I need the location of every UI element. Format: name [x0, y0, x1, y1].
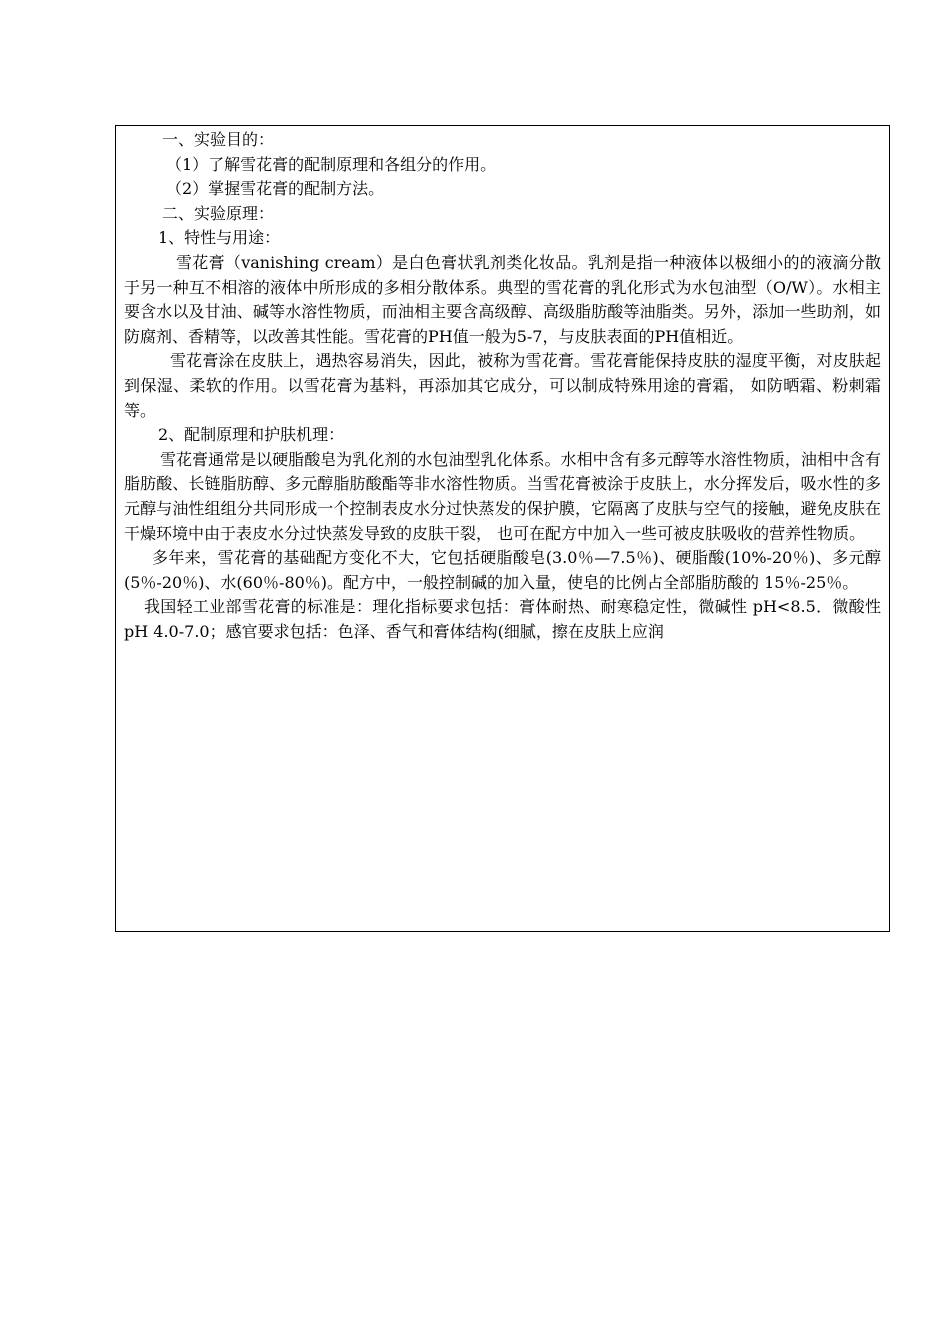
paragraph-formula: 多年来，雪花膏的基础配方变化不大，它包括硬脂酸皂(3.0％—7.5％)、硬脂酸(10%-20％)、多元醇(5％-20％)、水(60％-80％)。配方中，一般控制碱的加入量，使皂的比例占全部脂肪酸的 15％-25％。: [124, 548, 881, 592]
heading-purpose: 一、实验目的：: [162, 130, 275, 149]
paragraph-mechanism: 雪花膏通常是以硬脂酸皂为乳化剂的水包油型乳化体系。水相中含有多元醇等水溶性物质，油相中含有脂肪酸、长链脂肪醇、多元醇脂肪酸酯等非水溶性物质。当雪花膏被涂于皮肤上，水分挥发后，吸水性的多元醇与油性组组分共同形成一个控制表皮水分过快蒸发的保护膜，它隔离了皮肤与空气的接触，避免皮肤在干燥环境中由于表皮水分过快蒸发导致的皮肤干裂， 也可在配方中加入一些可被皮肤吸收的营养性物质。: [124, 449, 881, 543]
purpose-item-2: （2）掌握雪花膏的配制方法。: [166, 179, 385, 199]
purpose-item-1: （1）了解雪花膏的配制原理和各组分的作用。: [166, 154, 497, 174]
sub-heading-mechanism: 2、配制原理和护肤机理：: [158, 425, 345, 445]
paragraph-standard: 我国轻工业部雪花膏的标准是：理化指标要求包括：膏体耐热、耐寒稳定性，微碱性 pH<8.5．微酸性 pH 4.0-7.0；感官要求包括：色泽、香气和膏体结构(细腻，擦在皮肤上应润: [124, 597, 881, 641]
sub-heading-properties: 1、特性与用途：: [158, 228, 281, 248]
paragraph-properties: 雪花膏（vanishing cream）是白色膏状乳剂类化妆品。乳剂是指一种液体以极细小的的液滴分散于另一种互不相溶的液体中所形成的多相分散体系。典型的雪花膏的乳化形式为水包油型（O/W）。水相主要含水以及甘油、碱等水溶性物质，而油相主要含高级醇、高级脂肪酸等油脂类。另外，添加一些助剂，如防腐剂、香精等，以改善其性能。雪花膏的PH值一般为5-7，与皮肤表面的PH值相近。: [124, 252, 881, 346]
heading-principle: 二、实验原理：: [162, 203, 275, 223]
document-frame: [115, 125, 890, 932]
paragraph-usage: 雪花膏涂在皮肤上，遇热容易消失，因此，被称为雪花膏。雪花膏能保持皮肤的湿度平衡，对皮肤起到保湿、柔软的作用。以雪花膏为基料，再添加其它成分，可以制成特殊用途的膏霜， 如防晒霜、粉刺霜等。: [124, 351, 881, 420]
